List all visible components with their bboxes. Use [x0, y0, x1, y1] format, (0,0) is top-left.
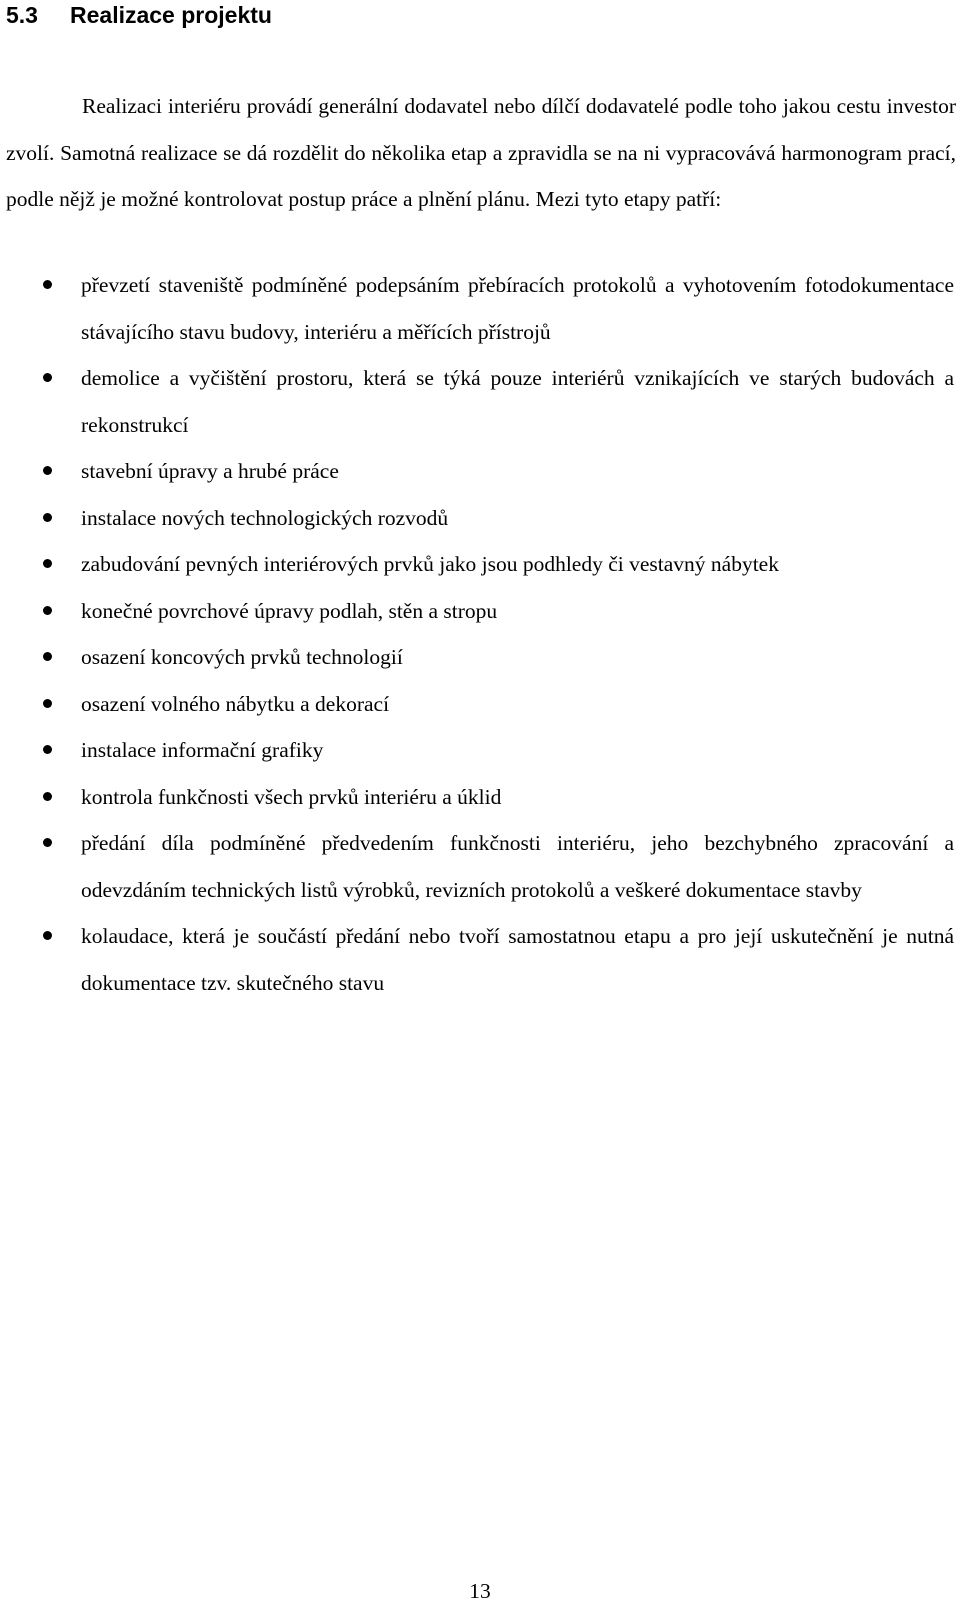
list-item-text: konečné povrchové úpravy podlah, stěn a stropu [81, 598, 498, 623]
bullet-icon [43, 652, 52, 661]
list-item [0, 495, 954, 542]
bullet-icon [43, 931, 52, 940]
list-item-text: kontrola funkčnosti všech prvků interiéru a úklid [81, 784, 502, 809]
list-item [0, 588, 954, 635]
list-item-text: zabudování pevných interiérových prvků jako jsou podhledy či vestavný nábytek [81, 552, 779, 576]
list-item [0, 820, 954, 913]
list-item [0, 727, 954, 774]
bullet-icon [43, 699, 52, 708]
list-item [0, 913, 954, 1006]
bullet-icon [43, 559, 52, 568]
list-item [0, 634, 954, 681]
list-item-text: osazení volného nábytku a dekorací [81, 691, 390, 716]
section-number: 5.3 [6, 2, 38, 28]
list-item [0, 541, 954, 588]
list-item-text: instalace nových technologických rozvodů [81, 505, 449, 530]
section-heading [6, 0, 272, 30]
list-item [0, 355, 954, 448]
section-title: Realizace projektu [70, 2, 272, 28]
list-item [0, 448, 954, 495]
list-item-text: převzetí staveniště podmíněné podepsáním přebíracích protokolů a vyhotovením fotodokumentace stávajícího stavu budovy, interiéru a měřících přístrojů [81, 273, 954, 344]
bullet-icon [43, 513, 52, 522]
list-item-text: demolice a vyčištění prostoru, která se týká pouze interiérů vznikajících ve starých budovách a rekonstrukcí [81, 366, 954, 437]
stages-list [0, 262, 960, 1006]
list-item [0, 262, 954, 355]
bullet-icon [43, 280, 52, 289]
list-item-text: stavební úpravy a hrubé práce [81, 459, 339, 483]
bullet-icon [43, 838, 52, 847]
list-item [0, 681, 954, 728]
intro-paragraph: Realizaci interiéru provádí generální dodavatel nebo dílčí dodavatelé podle toho jakou cestu investor zvolí. Samotná realizace se dá rozdělit do několika etap a zpravidla se na ni vypracovává harmonogram prací, podle nějž je možné kontrolovat postup práce a plnění plánu. Mezi tyto etapy patří: [6, 94, 956, 211]
bullet-icon [43, 745, 52, 754]
bullet-icon [43, 606, 52, 615]
list-item-text: předání díla podmíněné předvedením funkčnosti interiéru, jeho bezchybného zpracování a odevzdáním technických listů výrobků, revizních protokolů a veškeré dokumentace stavby [81, 831, 954, 902]
page-number: 13 [469, 1579, 491, 1603]
bullet-icon [43, 373, 52, 382]
bullet-icon [43, 792, 52, 801]
list-item-text: instalace informační grafiky [81, 738, 324, 762]
list-item-text: kolaudace, která je součástí předání nebo tvoří samostatnou etapu a pro její uskutečnění je nutná dokumentace tzv. skutečného stavu [81, 924, 954, 995]
bullet-icon [43, 466, 52, 475]
list-item-text: osazení koncových prvků technologií [81, 645, 403, 669]
list-item [0, 774, 954, 821]
